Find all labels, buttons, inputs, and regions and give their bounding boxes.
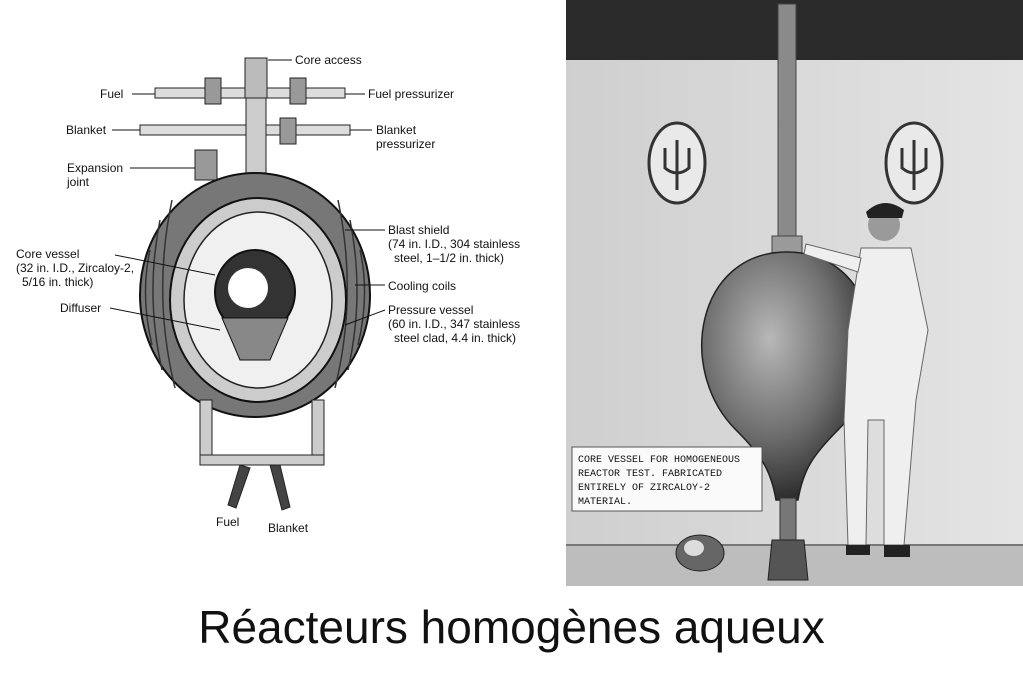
- label-pressure-vessel-3: steel clad, 4.4 in. thick): [394, 331, 517, 345]
- label-blanket-pressurizer-1: Blanket: [376, 123, 417, 137]
- label-expansion-joint-2: joint: [67, 175, 90, 189]
- label-fuel-pressurizer: Fuel pressurizer: [368, 87, 455, 101]
- label-core-vessel-2: (32 in. I.D., Zircaloy-2,: [16, 261, 135, 275]
- label-blanket-pressurizer-2: pressurizer: [376, 137, 436, 151]
- sign-line-4: MATERIAL.: [578, 497, 633, 508]
- sign-line-2: REACTOR TEST. FABRICATED: [578, 469, 723, 480]
- label-blast-shield-3: steel, 1–1/2 in. thick): [394, 251, 505, 265]
- reactor-cutaway-diagram: [0, 0, 560, 580]
- label-expansion-joint-1: Expansion: [67, 161, 124, 175]
- label-core-vessel-3: 5/16 in. thick): [22, 275, 94, 289]
- label-blanket-bottom: Blanket: [268, 521, 309, 535]
- label-diffuser: Diffuser: [60, 301, 102, 315]
- label-blanket-top: Blanket: [66, 123, 107, 137]
- emblem-left: [649, 123, 705, 203]
- emblem-right: [886, 123, 942, 203]
- sign-line-1: CORE VESSEL FOR HOMOGENEOUS: [578, 455, 741, 466]
- slide-caption: Réacteurs homogènes aqueux: [198, 601, 825, 653]
- label-pressure-vessel-2: (60 in. I.D., 347 stainless: [388, 317, 521, 331]
- label-core-access: Core access: [295, 53, 362, 67]
- label-fuel-top: Fuel: [100, 87, 124, 101]
- label-pressure-vessel-1: Pressure vessel: [388, 303, 474, 317]
- label-fuel-bottom: Fuel: [216, 515, 240, 529]
- sign-line-3: ENTIRELY OF ZIRCALOY-2: [578, 483, 711, 494]
- label-blast-shield-2: (74 in. I.D., 304 stainless: [388, 237, 521, 251]
- label-cooling-coils: Cooling coils: [388, 279, 457, 293]
- label-blast-shield-1: Blast shield: [388, 223, 450, 237]
- label-core-vessel-1: Core vessel: [16, 247, 80, 261]
- vessel-sign: [572, 447, 762, 511]
- core-vessel-photograph: [566, 0, 1023, 586]
